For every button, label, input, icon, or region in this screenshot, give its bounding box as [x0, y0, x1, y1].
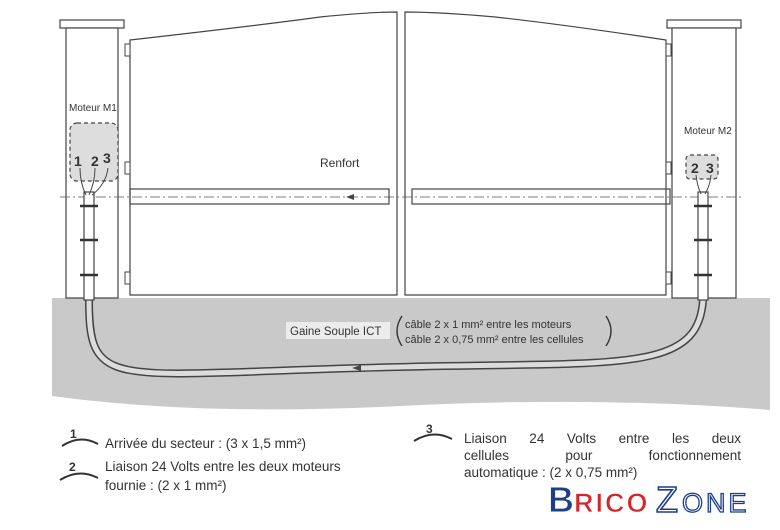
- wire-symbol-icon: [58, 470, 100, 484]
- cable-spec-line-1: câble 2 x 1 mm² entre les moteurs: [405, 319, 572, 331]
- cable-spec-line-2: câble 2 x 0,75 mm² entre les cellules: [405, 334, 584, 346]
- wire-symbol-icon: [412, 431, 454, 445]
- m2-terminal-2: 2: [691, 160, 699, 176]
- legend-text-2b: fournie : (2 x 1 mm²): [105, 478, 227, 493]
- legend-number-2: 2: [69, 460, 76, 474]
- wire-symbol-icon: [60, 436, 100, 450]
- legend-text-1: Arrivée du secteur : (3 x 1,5 mm²): [105, 436, 307, 451]
- svg-text:Z: Z: [656, 479, 678, 520]
- svg-text:ONE: ONE: [682, 488, 750, 518]
- m1-terminal-2: 2: [91, 153, 99, 169]
- legend-text-3: [464, 430, 741, 481]
- left-gate-leaf: [130, 12, 397, 295]
- m1-terminal-1: 1: [74, 153, 82, 169]
- legend-number-3: 3: [426, 422, 433, 436]
- motor-m2-label: Moteur M2: [684, 126, 732, 137]
- svg-text:B: B: [548, 479, 575, 520]
- bricozone-logo: [548, 476, 770, 520]
- legend-text-3b: cellules pour fonctionnement: [464, 448, 741, 463]
- legend-text-2a: Liaison 24 Volts entre les deux moteurs: [105, 459, 341, 474]
- motor-m1-label: Moteur M1: [69, 103, 117, 114]
- legend-text-3a: Liaison 24 Volts entre les deux: [464, 431, 741, 446]
- renfort-label: Renfort: [320, 156, 360, 170]
- motor-m1-box: [70, 123, 118, 181]
- gaine-label: Gaine Souple ICT: [290, 326, 382, 338]
- legend-text-3c: automatique : (2 x 0,75 mm²): [464, 465, 638, 480]
- right-gate-leaf: [405, 12, 666, 295]
- m2-terminal-3: 3: [706, 160, 714, 176]
- svg-text:RICO: RICO: [574, 488, 650, 518]
- legend-number-1: 1: [70, 427, 77, 441]
- m1-terminal-3: 3: [103, 150, 111, 166]
